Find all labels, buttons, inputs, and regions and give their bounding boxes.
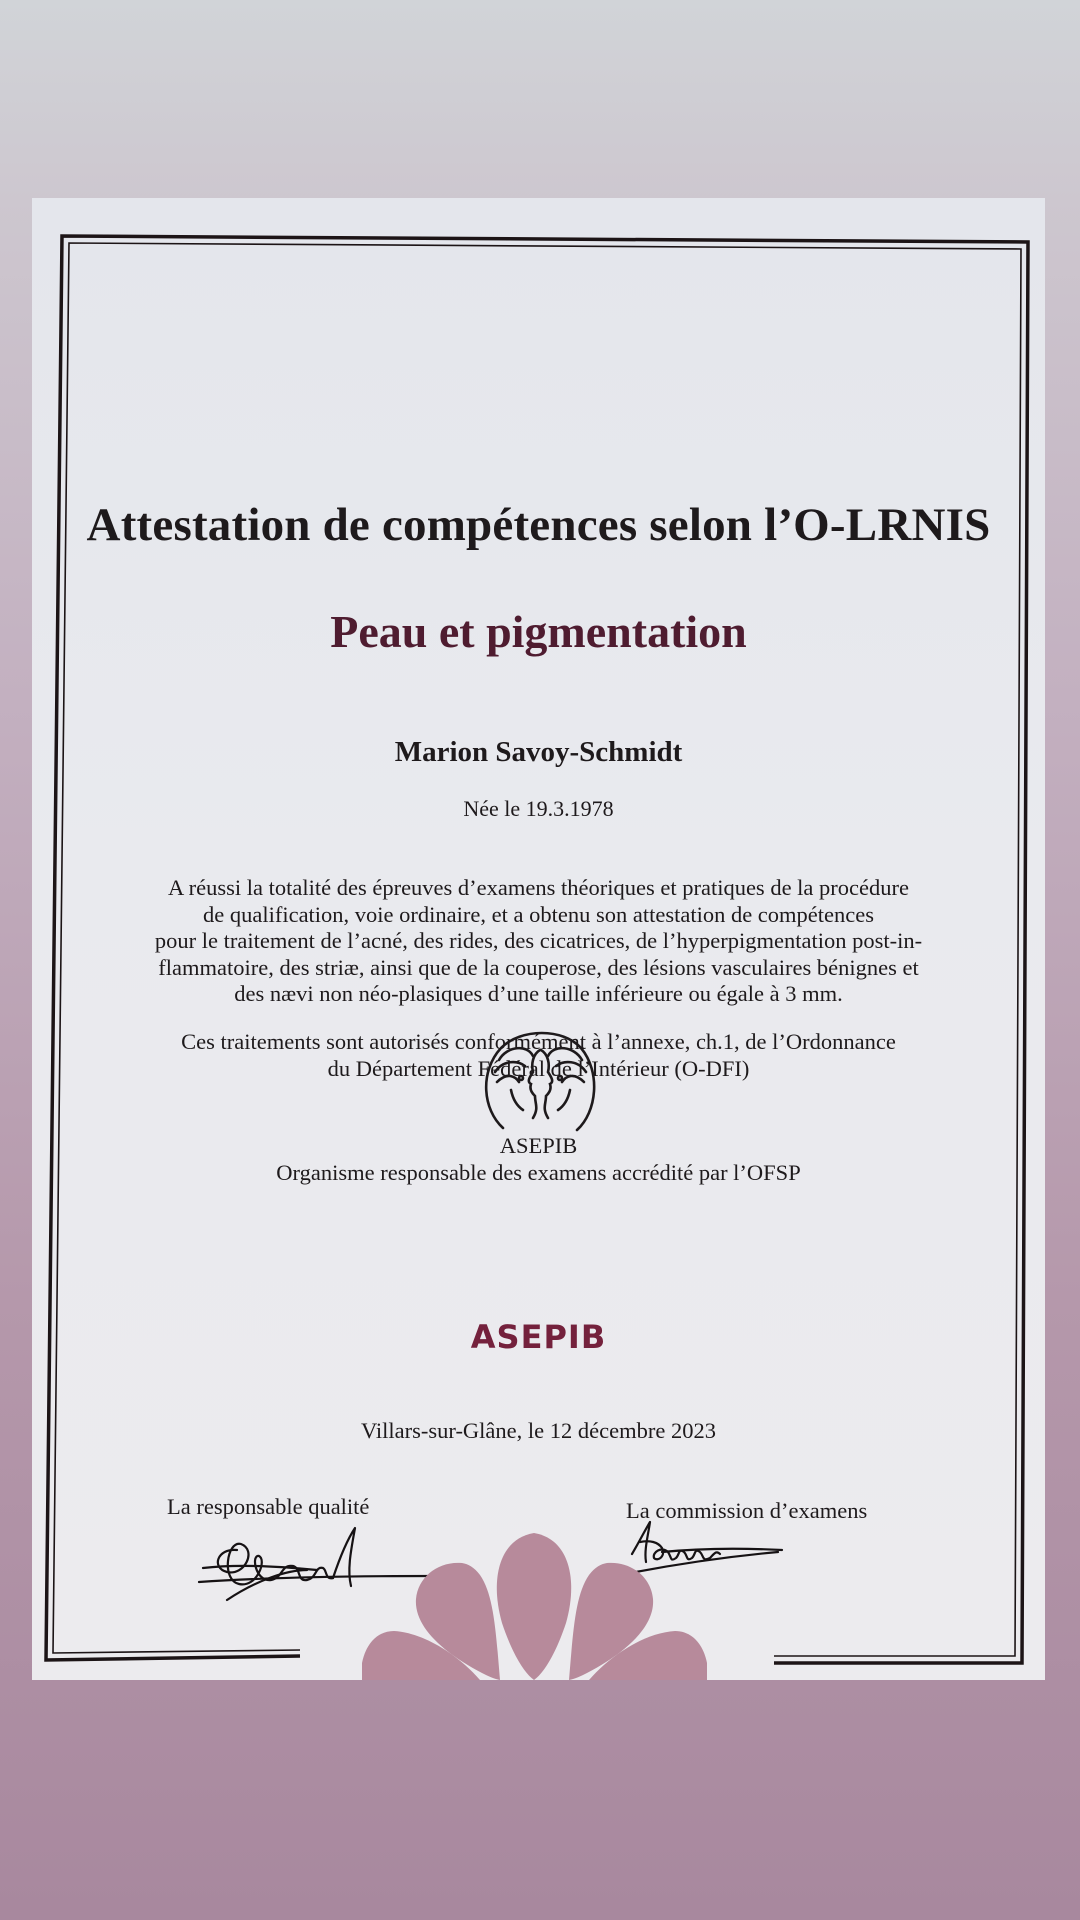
place-and-date: Villars-sur-Glâne, le 12 décembre 2023	[361, 1418, 716, 1443]
authorization-line: du Département Fédéral de l’Intérieur (O-DFI)	[327, 1055, 750, 1081]
fan-petals-ornament	[362, 1533, 707, 1680]
birth-date: Née le 19.3.1978	[463, 796, 614, 821]
exam-commission-label: La commission d’examens	[626, 1498, 868, 1523]
certificate-title: Attestation de compétences selon l’O-LRNIS	[86, 499, 991, 551]
qualification-line: A réussi la totalité des épreuves d’examens théoriques et pratiques de la procédure	[168, 875, 909, 900]
organization-name: ASEPIB	[499, 1133, 578, 1158]
certificate-subtitle: Peau et pigmentation	[330, 606, 747, 657]
authorization-line: Ces traitements sont autorisés conformément à l’annexe, ch.1, de l’Ordonnance	[181, 1029, 896, 1054]
qualification-line: des nævi non néo-plasiques d’une taille inférieure ou égale à 3 mm.	[234, 981, 843, 1006]
organization-description: Organisme responsable des examens accrédité par l’OFSP	[276, 1159, 801, 1185]
asepib-logo-wordmark: ASEPIB	[470, 1318, 607, 1356]
recipient-name: Marion Savoy-Schmidt	[394, 736, 683, 768]
two-faces-emblem-icon	[473, 1020, 608, 1160]
qualification-line: pour le traitement de l’acné, des rides, des cicatrices, de l’hyperpigmentation post-in-	[154, 928, 923, 953]
qualification-line: de qualification, voie ordinaire, et a obtenu son attestation de compétences	[202, 901, 874, 927]
certificate-paper	[32, 198, 1045, 1680]
quality-manager-label: La responsable qualité	[167, 1494, 370, 1519]
qualification-line: flammatoire, des striæ, ainsi que de la couperose, des lésions vasculaires bénignes et	[158, 954, 919, 980]
qualification-text	[32, 875, 1045, 1008]
